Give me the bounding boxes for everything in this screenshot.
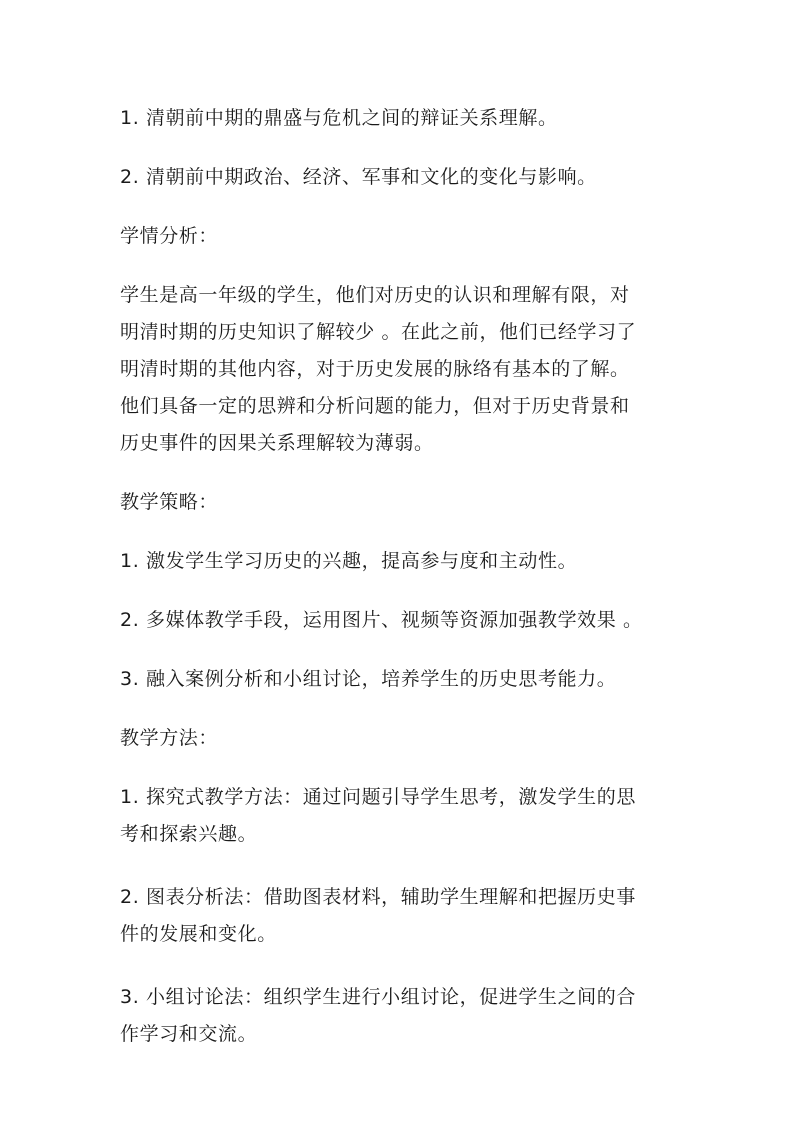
method-item-1 bbox=[120, 779, 680, 853]
method-item-1-line-2: 考和探索兴趣。 bbox=[120, 823, 258, 845]
student-analysis-line-4: 他们具备一定的思辨和分析问题的能力，但对于历史背景和 bbox=[120, 395, 630, 417]
method-item-1-line-1: 1. 探究式教学方法：通过问题引导学生思考，激发学生的思 bbox=[120, 786, 636, 808]
student-analysis-paragraph bbox=[120, 277, 680, 462]
strategy-item-1: 1. 激发学生学习历史的兴趣，提高参与度和主动性。 bbox=[120, 550, 578, 572]
method-item-3 bbox=[120, 979, 680, 1053]
student-analysis-line-1: 学生是高一年级的学生，他们对历史的认识和理解有限，对 bbox=[120, 284, 630, 306]
document-body bbox=[120, 100, 680, 1053]
student-analysis-line-3: 明清时期的其他内容，对于历史发展的脉络有基本的了解。 bbox=[120, 358, 630, 380]
method-item-3-line-1: 3. 小组讨论法：组织学生进行小组讨论，促进学生之间的合 bbox=[120, 986, 636, 1008]
focus-item-2: 2. 清朝前中期政治、经济、军事和文化的变化与影响。 bbox=[120, 166, 597, 188]
method-item-3-line-2: 作学习和交流。 bbox=[120, 1023, 258, 1045]
method-item-2-line-1: 2. 图表分析法：借助图表材料，辅助学生理解和把握历史事 bbox=[120, 886, 636, 908]
strategy-heading: 教学策略： bbox=[120, 491, 219, 513]
focus-item-1: 1. 清朝前中期的鼎盛与危机之间的辩证关系理解。 bbox=[120, 107, 558, 129]
methods-heading: 教学方法： bbox=[120, 727, 219, 749]
student-analysis-line-2: 明清时期的历史知识了解较少 。在此之前，他们已经学习了 bbox=[120, 321, 637, 343]
student-analysis-line-5: 历史事件的因果关系理解较为薄弱。 bbox=[120, 432, 434, 454]
method-item-2-line-2: 件的发展和变化。 bbox=[120, 923, 277, 945]
strategy-item-2: 2. 多媒体教学手段，运用图片、视频等资源加强教学效果 。 bbox=[120, 609, 643, 631]
method-item-2 bbox=[120, 879, 680, 953]
strategy-item-3: 3. 融入案例分析和小组讨论，培养学生的历史思考能力。 bbox=[120, 668, 617, 690]
student-analysis-heading: 学情分析： bbox=[120, 225, 219, 247]
